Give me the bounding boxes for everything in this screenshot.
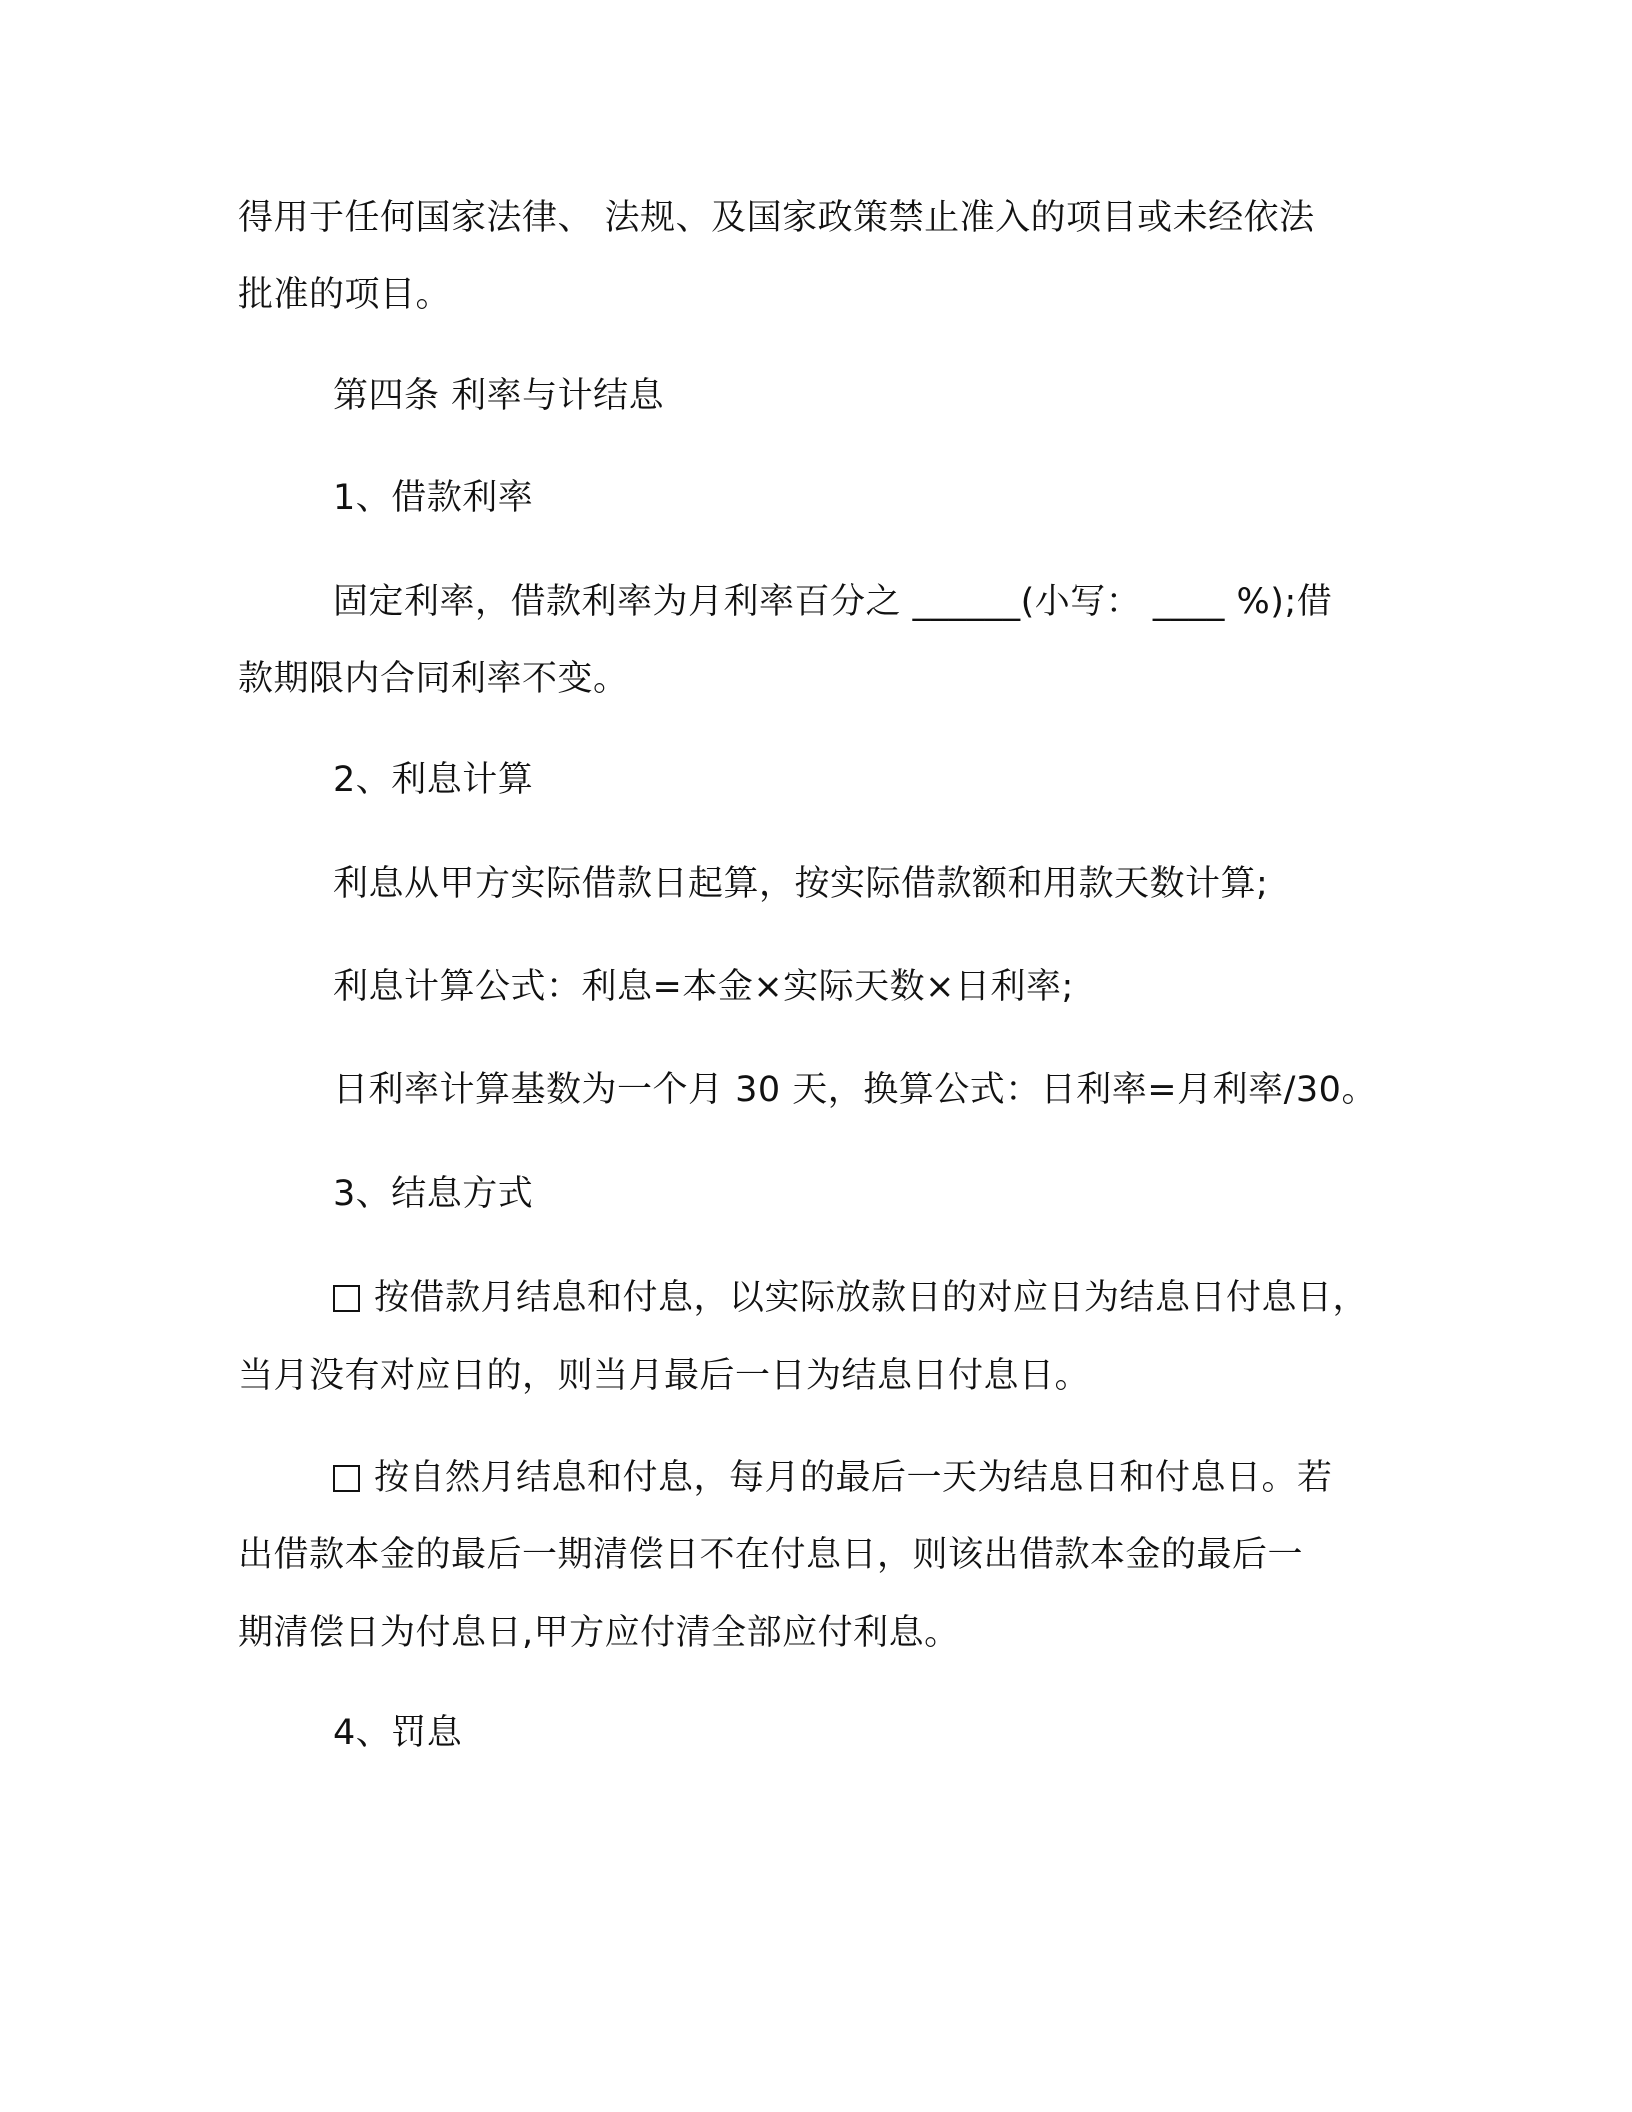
option-natural-month <box>333 1454 1333 1502</box>
paragraph-line: 出借款本金的最后一期清偿日不在付息日，则该出借款本金的最后一 <box>238 1535 1304 1575</box>
section-heading-settlement-method: 3、结息方式 <box>333 1174 534 1214</box>
paragraph-line: 期清偿日为付息日,甲方应付清全部应付利息。 <box>238 1613 960 1653</box>
option-loan-month <box>333 1274 1368 1322</box>
article-heading: 第四条 利率与计结息 <box>333 376 665 416</box>
checkbox-loan-month[interactable] <box>333 1285 360 1312</box>
checkbox-natural-month[interactable] <box>333 1465 360 1492</box>
paragraph-line: 款期限内合同利率不变。 <box>238 659 629 699</box>
paragraph-line: 批准的项目。 <box>238 275 452 315</box>
paragraph-line: 当月没有对应日的，则当月最后一日为结息日付息日。 <box>238 1356 1091 1396</box>
paragraph-line: 得用于任何国家法律、 法规、及国家政策禁止准入的项目或未经依法 <box>238 198 1315 238</box>
option-label: 按借款月结息和付息，以实际放款日的对应日为结息日付息日， <box>374 1278 1369 1318</box>
interest-formula: 利息计算公式：利息=本金×实际天数×日利率; <box>333 967 1074 1007</box>
section-heading-penalty-interest: 4、罚息 <box>333 1713 463 1753</box>
option-label: 按自然月结息和付息，每月的最后一天为结息日和付息日。若 <box>374 1458 1333 1498</box>
paragraph-line: 固定利率，借款利率为月利率百分之 ______(小写： ____ %);借 <box>333 582 1333 622</box>
section-heading-interest-rate: 1、借款利率 <box>333 478 534 518</box>
daily-rate-formula: 日利率计算基数为一个月 30 天，换算公式：日利率=月利率/30。 <box>333 1070 1377 1110</box>
section-heading-interest-calculation: 2、利息计算 <box>333 760 534 800</box>
paragraph-line: 利息从甲方实际借款日起算，按实际借款额和用款天数计算; <box>333 864 1269 904</box>
